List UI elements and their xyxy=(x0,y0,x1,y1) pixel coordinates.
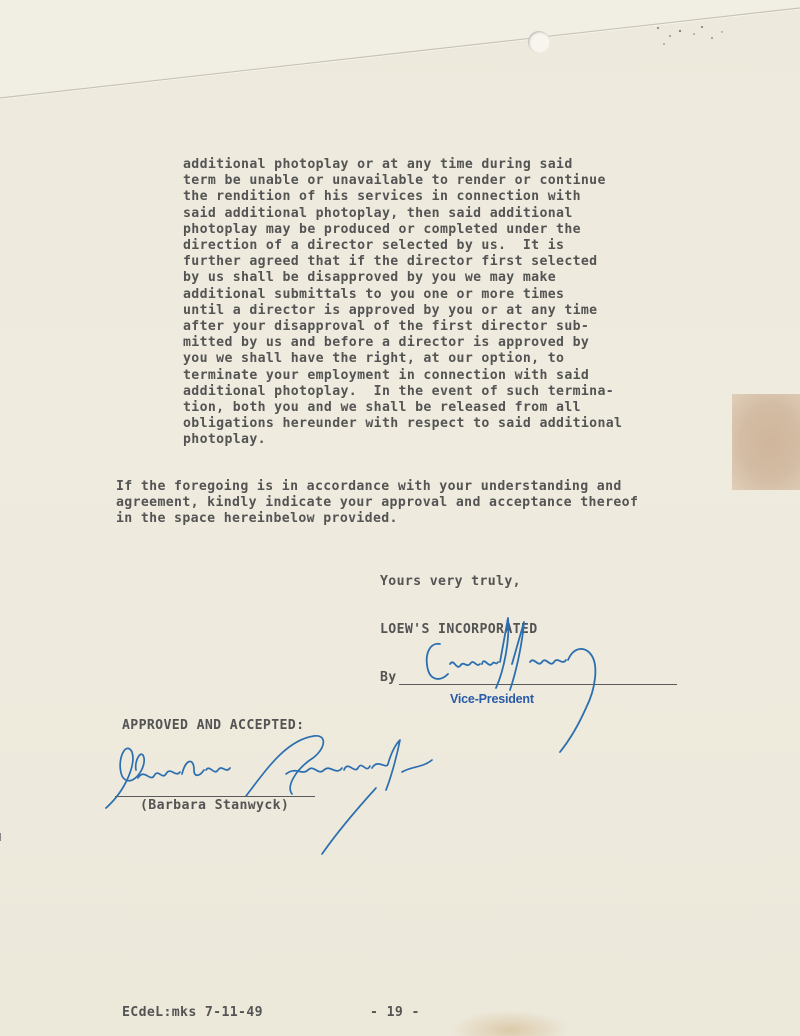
barbara-stanwyck-signature xyxy=(96,730,446,860)
closing-paragraph: If the foregoing is in accordance with your understanding and agreement, kindly indicate your approval and acceptance thereof in the space hereinbelow provided. xyxy=(116,479,639,527)
company-signature-line xyxy=(399,684,677,685)
vice-president-stamp: Vice-President xyxy=(450,692,534,706)
star-name: (Barbara Stanwyck) xyxy=(140,798,290,813)
margin-mark xyxy=(0,833,7,841)
paper-stain xyxy=(732,394,800,490)
body-paragraph: additional photoplay or at any time during said term be unable or unavailable to render or continue the rendition of his services in connection with said additional photoplay, then said additional photoplay may be produced or completed under the direction of a director selected by us. It is further agreed that if the director first selected by us shall be disapproved by you we may make additional submittals to you one or more times until a director is approved by you or at any time after your disapproval of the first director sub- mitted by us and before a director is approved by you we shall have the right, at our option, to terminate your employment in connection with said additional photoplay. In the event of such termina- tion, both you and we shall be released from all obligations hereunder with respect to said additional photoplay. xyxy=(183,157,623,448)
punch-hole xyxy=(528,31,550,53)
approved-label: APPROVED AND ACCEPTED: xyxy=(122,718,305,733)
paper-speckles xyxy=(650,22,740,52)
by-label: By xyxy=(380,670,397,685)
bottom-stain xyxy=(450,1010,570,1036)
reference-code: ECdeL:mks 7-11-49 xyxy=(122,1005,263,1020)
company-name: LOEW'S INCORPORATED xyxy=(380,622,538,637)
sign-off: Yours very truly, xyxy=(380,574,521,589)
star-signature-line xyxy=(115,796,315,797)
page-number: - 19 - xyxy=(370,1005,420,1020)
